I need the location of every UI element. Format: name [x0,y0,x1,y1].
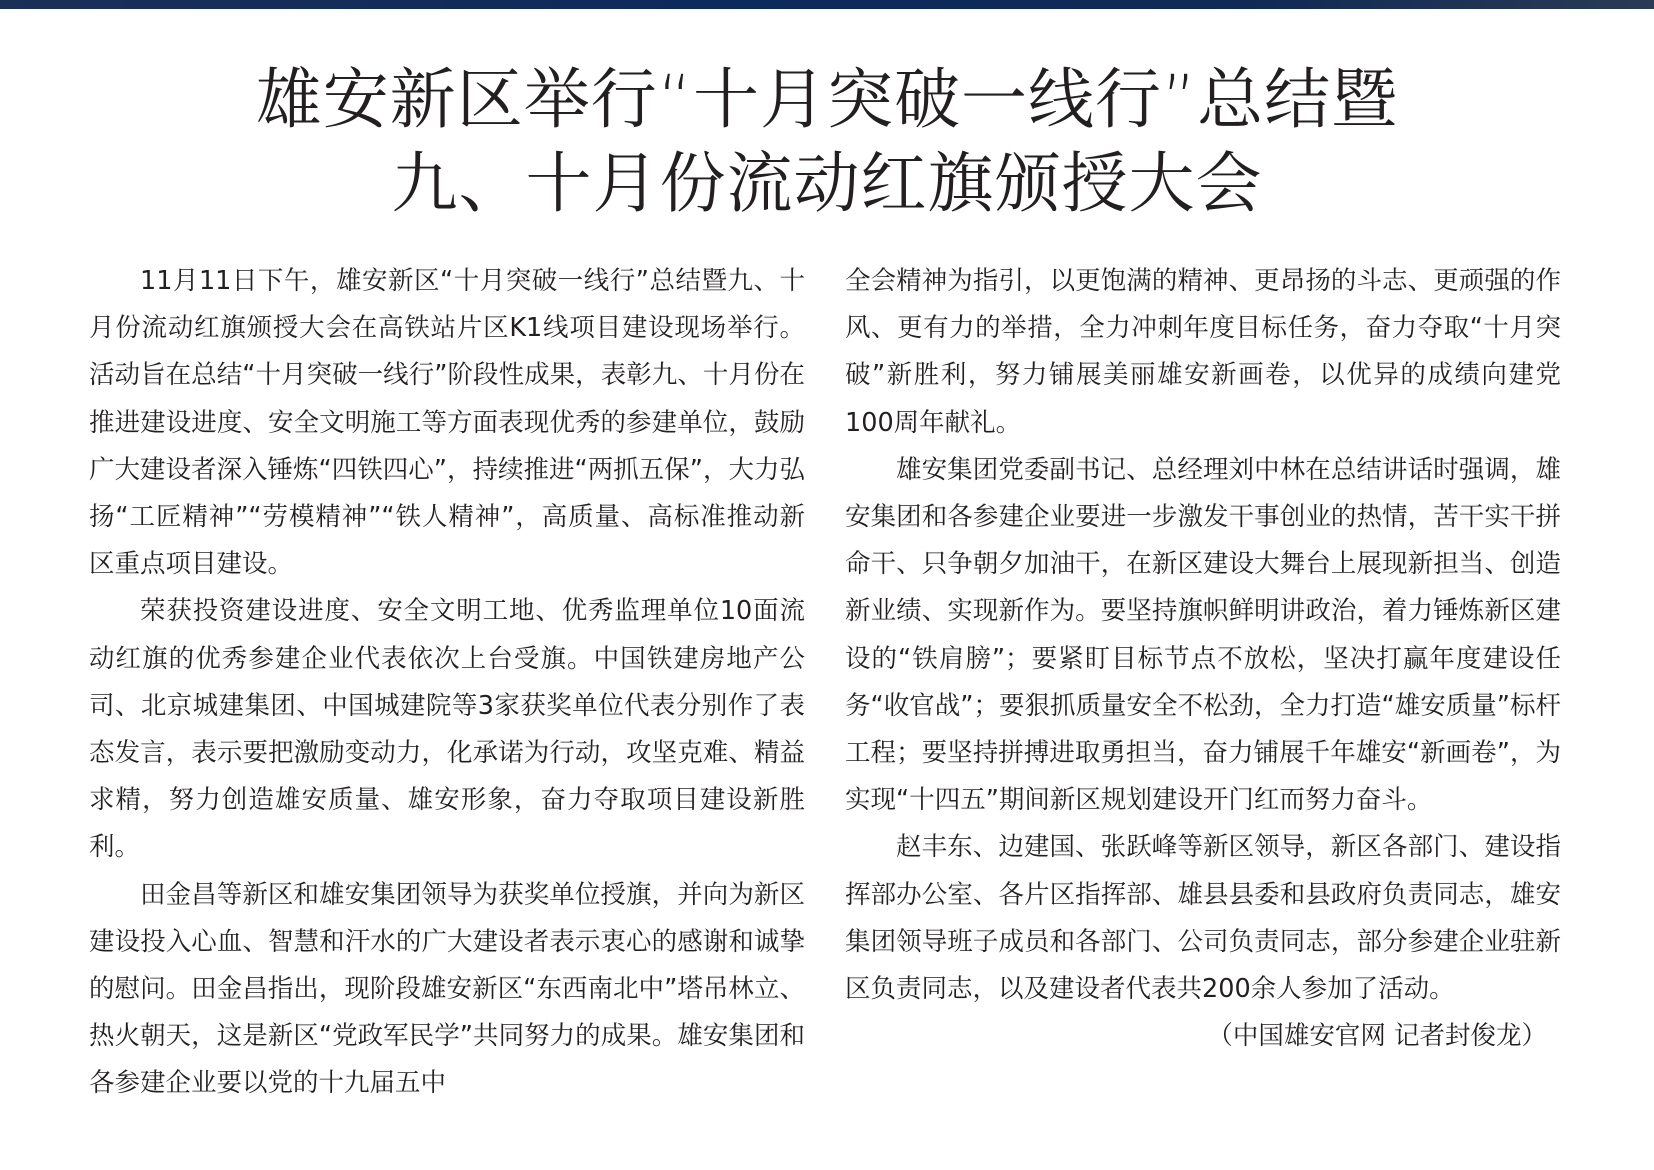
article-paragraph-3: 田金昌等新区和雄安集团领导为获奖单位授旗，并向为新区建设投入心血、智慧和汗水的广大建设者表示衷心的感谢和诚挚的慰问。田金昌指出，现阶段雄安新区“东西南北中”塔吊林立、热火朝天，这是新区“党政军民学”共同努力的成果。雄安集团和各参建企业要以党的十九届五中 [89,879,805,1099]
article-byline: （中国雄安官网 记者封俊龙） [1207,1021,1547,1052]
top-decorative-bar [0,0,1654,9]
article-paragraph-2: 荣获投资建设进度、安全文明工地、优秀监理单位10面流动红旗的优秀参建企业代表依次上台受旗。中国铁建房地产公司、北京城建集团、中国城建院等3家获奖单位代表分别作了表态发言，表示要把激励变动力，化承诺为行动，攻坚克难、精益求精，努力创造雄安质量、雄安形象，奋力夺取项目建设新胜利。 [89,596,805,863]
article-paragraph-5 [845,824,1561,1052]
article-paragraph-1: 11月11日下午，雄安新区“十月突破一线行”总结暨九、十月份流动红旗颁授大会在高铁站片区K1线项目建设现场举行。活动旨在总结“十月突破一线行”阶段性成果，表彰九、十月份在推进建设进度、安全文明施工等方面表现优秀的参建单位，鼓励广大建设者深入锤炼“四铁四心”，持续推进“两抓五保”，大力弘扬“工匠精神”“劳模精神”“铁人精神”，高质量、高标准推动新区重点项目建设。 [89,266,805,580]
article-headline [0,58,1654,226]
headline-line-2: 九、十月份流动红旗颁授大会 [391,145,1263,222]
article-column-right [845,258,1561,1060]
headline-line-1: 雄安新区举行“十月突破一线行”总结暨 [255,61,1399,138]
article-body [89,258,1569,1118]
article-column-left [89,258,805,1108]
article-paragraph-3-continued: 全会精神为指引，以更饱满的精神、更昂扬的斗志、更顽强的作风、更有力的举措，全力冲刺年度目标任务，奋力夺取“十月突破”新胜利，努力铺展美丽雄安新画卷，以优异的成绩向建党100周年献礼。 [845,266,1561,438]
article-paragraph-4: 雄安集团党委副书记、总经理刘中林在总结讲话时强调，雄安集团和各参建企业要进一步激发干事创业的热情，苦干实干拼命干、只争朝夕加油干，在新区建设大舞台上展现新担当、创造新业绩、实现新作为。要坚持旗帜鲜明讲政治，着力锤炼新区建设的“铁肩膀”；要紧盯目标节点不放松，坚决打赢年度建设任务“收官战”；要狠抓质量安全不松劲，全力打造“雄安质量”标杆工程；要坚持拼搏进取勇担当，奋力铺展千年雄安“新画卷”，为实现“十四五”期间新区规划建设开门红而努力奋斗。 [845,454,1561,816]
closing-paragraph-text: 赵丰东、边建国、张跃峰等新区领导，新区各部门、建设指挥部办公室、各片区指挥部、雄县县委和县政府负责同志，雄安集团领导班子成员和各部门、公司负责同志，部分参建企业驻新区负责同志，以及建设者代表共200余人参加了活动。 [845,832,1561,1005]
